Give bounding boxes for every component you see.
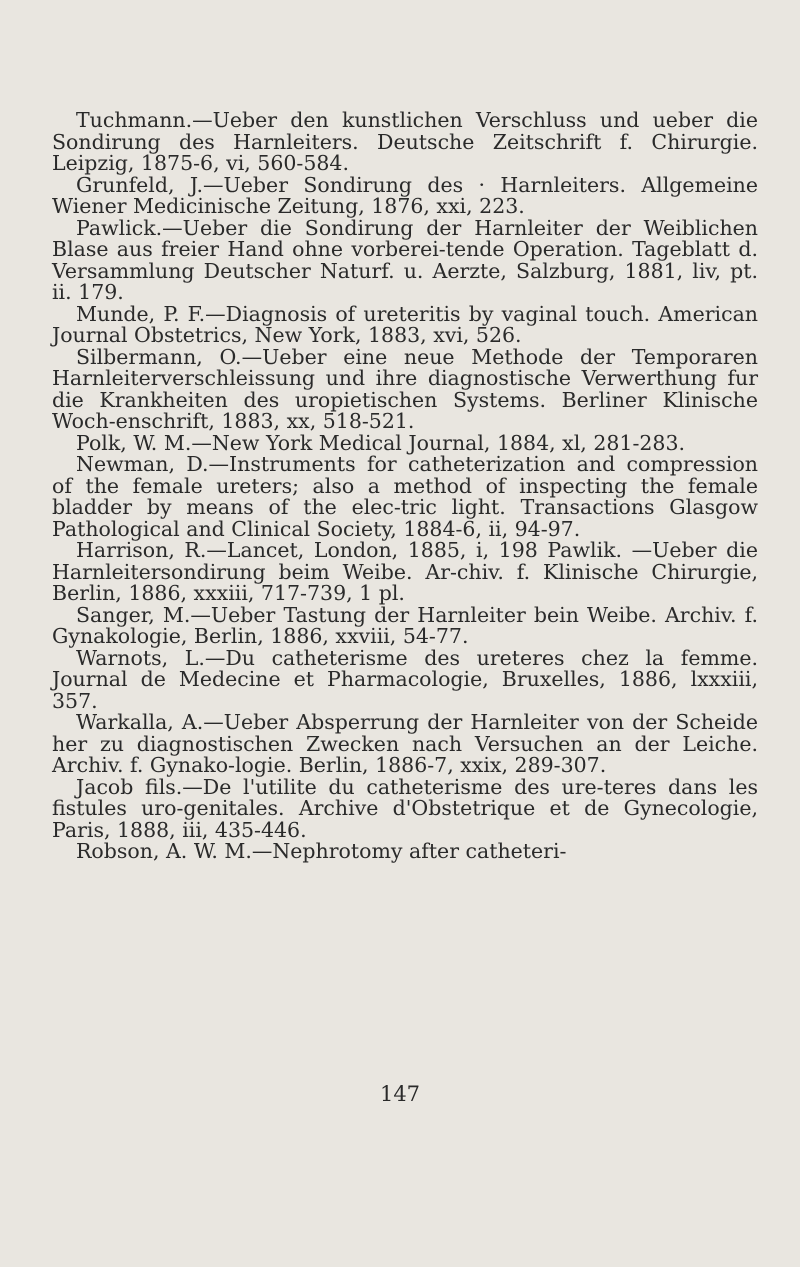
reference-entry: Tuchmann.—Ueber den kunstlichen Verschluss und ueber die Sondirung des Harnleiters. Deutsche Zeitschrift f. Chirurgie. Leipzig, 1875-6, vi, 560-584. bbox=[52, 108, 758, 175]
page-number: 147 bbox=[379, 1082, 421, 1106]
reference-entry: Harrison, R.—Lancet, London, 1885, i, 198 Pawlik. —Ueber die Harnleitersondirung beim Weibe. Ar-chiv. f. Klinische Chirurgie, Berlin, 1886, xxxiii, 717-739, 1 pl. bbox=[52, 538, 758, 605]
reference-entry: Grunfeld, J.—Ueber Sondirung des · Harnleiters. Allgemeine Wiener Medicinische Zeitung, 1876, xxi, 223. bbox=[52, 172, 758, 218]
reference-entry: Robson, A. W. M.—Nephrotomy after catheteri- bbox=[76, 839, 567, 863]
reference-entry: Polk, W. M.—New York Medical Journal, 1884, xl, 281-283. bbox=[76, 430, 686, 455]
reference-entry: Warkalla, A.—Ueber Absperrung der Harnleiter von der Scheide her zu diagnostischen Zwecken nach Versuchen an der Leiche. Archiv. f. Gynako-logie. Berlin, 1886-7, xxix, 289-307. bbox=[52, 710, 758, 777]
reference-entry: Munde, P. F.—Diagnosis of ureteritis by vaginal touch. American Journal Obstetrics, New York, 1883, xvi, 526. bbox=[52, 301, 758, 347]
reference-entry: Jacob fils.—De l'utilite du catheterisme des ure-teres dans les fistules uro-genitales. Archive d'Obstetrique et de Gynecologie, Paris, 1888, iii, 435-446. bbox=[52, 774, 758, 842]
reference-entry: Newman, D.—Instruments for catheterization and compression of the female ureters; also a method of inspecting the female bladder by means of the elec-tric light. Transactions Glasgow Pathological and Clinical Society, 1884-6, ii, 94-97. bbox=[52, 452, 758, 541]
reference-entry: Warnots, L.—Du catheterisme des ureteres chez la femme. Journal de Medecine et Pharmacologie, Bruxelles, 1886, lxxxiii, 357. bbox=[52, 645, 758, 713]
reference-entry: Sanger, M.—Ueber Tastung der Harnleiter bein Weibe. Archiv. f. Gynakologie, Berlin, 1886, xxviii, 54-77. bbox=[52, 602, 758, 648]
reference-entry: Pawlick.—Ueber die Sondirung der Harnleiter der Weiblichen Blase aus freier Hand ohne vorberei-tende Operation. Tageblatt d. Versammlung Deutscher Naturf. u. Aerzte, Salzburg, 1881, liv, pt. ii. 179. bbox=[52, 215, 758, 304]
bibliography-list bbox=[52, 110, 758, 863]
reference-entry: Silbermann, O.—Ueber eine neue Methode der Temporaren Harnleiterverschleissung und ihre diagnostische Verwerthung fur die Krankheiten des uropietischen Systems. Berliner Klinische Woch-enschrift, 1883, xx, 518-521. bbox=[52, 344, 758, 433]
